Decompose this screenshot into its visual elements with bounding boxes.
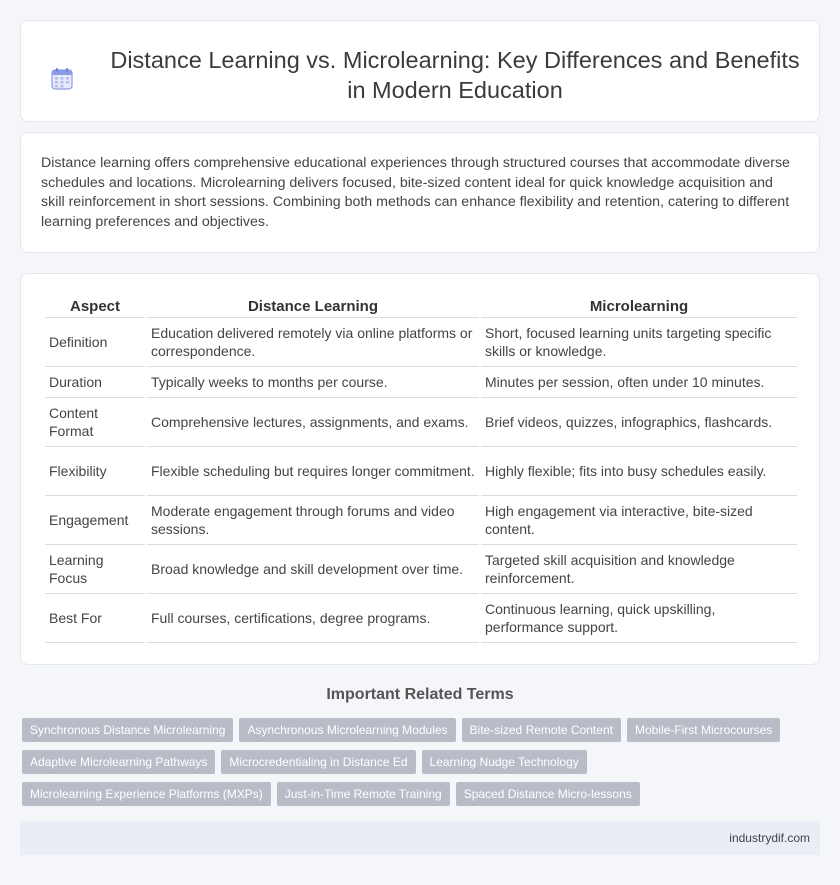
related-term-tag[interactable]: Spaced Distance Micro-lessons <box>456 782 640 806</box>
cell-distance: Full courses, certifications, degree programs. <box>147 594 479 643</box>
related-term-tag[interactable]: Learning Nudge Technology <box>422 750 587 774</box>
cell-aspect: Engagement <box>45 496 145 545</box>
cell-distance: Broad knowledge and skill development over time. <box>147 545 479 594</box>
cell-aspect: Learning Focus <box>45 545 145 594</box>
related-terms-list <box>22 718 812 806</box>
cell-micro: Minutes per session, often under 10 minutes. <box>481 367 797 398</box>
table-row <box>45 447 797 496</box>
cell-micro: Continuous learning, quick upskilling, performance support. <box>481 594 797 643</box>
related-terms-title: Important Related Terms <box>326 686 514 703</box>
related-term-tag[interactable]: Mobile-First Microcourses <box>627 718 780 742</box>
cell-distance: Education delivered remotely via online platforms or correspondence. <box>147 318 479 367</box>
cell-aspect: Best For <box>45 594 145 643</box>
table-row <box>45 367 797 398</box>
cell-micro: Short, focused learning units targeting specific skills or knowledge. <box>481 318 797 367</box>
table-row <box>45 318 797 367</box>
related-term-tag[interactable]: Synchronous Distance Microlearning <box>22 718 233 742</box>
page-title: Distance Learning vs. Microlearning: Key Differences and Benefits in Modern Education <box>110 47 800 103</box>
comparison-table <box>43 296 799 643</box>
related-term-tag[interactable]: Adaptive Microlearning Pathways <box>22 750 215 774</box>
cell-distance: Moderate engagement through forums and video sessions. <box>147 496 479 545</box>
related-term-tag[interactable]: Microlearning Experience Platforms (MXPs) <box>22 782 271 806</box>
footer-site-link[interactable]: industrydif.com <box>729 831 810 845</box>
table-row <box>45 545 797 594</box>
related-term-tag[interactable]: Just-in-Time Remote Training <box>277 782 450 806</box>
related-term-tag[interactable]: Asynchronous Microlearning Modules <box>239 718 455 742</box>
table-row <box>45 398 797 447</box>
cell-micro: Brief videos, quizzes, infographics, flashcards. <box>481 398 797 447</box>
cell-distance: Typically weeks to months per course. <box>147 367 479 398</box>
header-microlearning: Microlearning <box>481 296 797 318</box>
footer <box>20 821 820 855</box>
table-header-row <box>45 296 797 318</box>
table-row <box>45 594 797 643</box>
cell-aspect: Flexibility <box>45 447 145 496</box>
cell-distance: Comprehensive lectures, assignments, and exams. <box>147 398 479 447</box>
calendar-icon <box>51 68 73 90</box>
cell-micro: Targeted skill acquisition and knowledge reinforcement. <box>481 545 797 594</box>
related-term-tag[interactable]: Microcredentialing in Distance Ed <box>221 750 415 774</box>
cell-aspect: Content Format <box>45 398 145 447</box>
cell-micro: Highly flexible; fits into busy schedules easily. <box>481 447 797 496</box>
comparison-card <box>20 273 820 665</box>
header-distance-learning: Distance Learning <box>147 296 479 318</box>
intro-text: Distance learning offers comprehensive educational experiences through structured courses that accommodate diverse schedules and locations. Microlearning delivers focused, bite-sized content ideal for quick knowledge acquisition and skill reinforcement in short sessions. Combining both methods can enhance flexibility and retention, catering to different learning preferences and objectives. <box>41 155 790 230</box>
table-row <box>45 496 797 545</box>
cell-distance: Flexible scheduling but requires longer commitment. <box>147 447 479 496</box>
cell-aspect: Definition <box>45 318 145 367</box>
header-card <box>20 20 820 122</box>
intro-card <box>20 132 820 253</box>
cell-aspect: Duration <box>45 367 145 398</box>
header-aspect: Aspect <box>45 296 145 318</box>
cell-micro: High engagement via interactive, bite-sized content. <box>481 496 797 545</box>
related-term-tag[interactable]: Bite-sized Remote Content <box>462 718 621 742</box>
